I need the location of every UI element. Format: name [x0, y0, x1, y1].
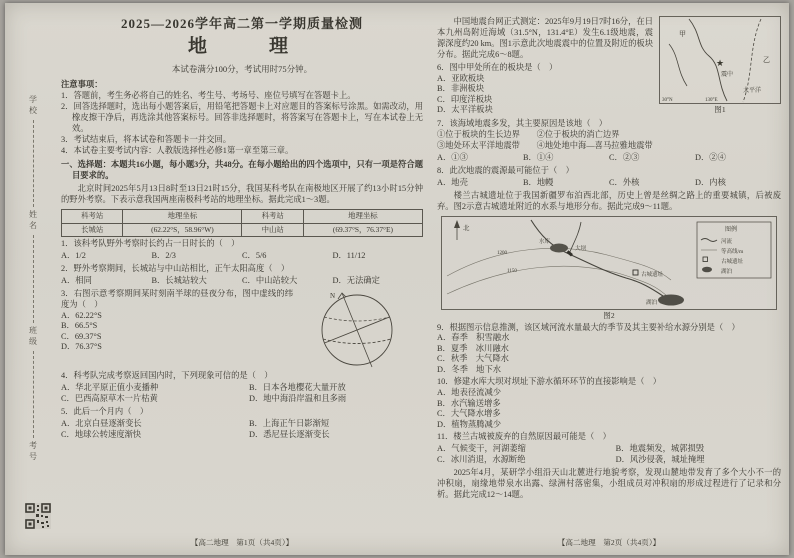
table-header-cell: 地理坐标 — [123, 209, 242, 223]
epicenter-label: 震中 — [721, 72, 734, 78]
question-stem: 3．右图示意考察期间某时刻南半球的昼夜分布，图中虚线的纬度为（ ） — [61, 289, 293, 309]
table-cell: (69.37°S，76.37°E) — [303, 223, 422, 237]
rail-label-class: 班级 — [28, 325, 38, 348]
option: B．①④ — [523, 152, 554, 162]
option: A．华北平原正值小麦播种 — [61, 382, 159, 392]
exam-subject: 地 理 — [187, 36, 296, 58]
option: D．悉尼昼长逐渐变长 — [248, 429, 330, 439]
option: A．相同 — [61, 276, 92, 286]
notice-heading: 注意事项： — [61, 80, 103, 90]
station-coordinate-table — [61, 209, 423, 238]
option: B．日本各地樱花大量开放 — [248, 382, 346, 392]
legend-item-label: 古城遗址 — [721, 258, 744, 265]
dam-label: 大坝 — [575, 245, 587, 252]
option-row — [61, 276, 423, 287]
ruins-label: 古城遗址 — [641, 271, 664, 278]
option: A．1/2 — [61, 251, 86, 261]
option: D．无法确定 — [332, 276, 380, 286]
passage-2: 中国地震台网正式测定：2025年9月19日7时16分，在日本九州岛附近海域（31.5°N，131.4°E）发生6.1级地震，震源深度约20 km。图1示意此次地震震中的位置及附近的板块分布。据此完成6～8题。 — [437, 17, 653, 59]
option: D．76.37°S — [61, 342, 102, 352]
table-row — [62, 223, 423, 237]
plate-label-yi: 乙 — [763, 56, 770, 64]
question-stem: 11．楼兰古城被废弃的自然原因最可能是（ ） — [437, 432, 611, 442]
earthquake-map-figure — [659, 16, 781, 115]
option: C．地球公转速度渐快 — [61, 429, 142, 439]
question-item: ①位于板块的生长边界 ②位于板块的消亡边界 — [437, 129, 620, 139]
option: B．夏季 冰川融水 — [437, 343, 509, 353]
option: D．内核 — [695, 177, 726, 187]
earthquake-map — [659, 16, 781, 104]
question-stem: 2．野外考察期间，长城站与中山站相比，正午太阳高度（ ） — [61, 264, 290, 274]
option-row — [61, 251, 423, 262]
option: D．植物蒸腾减少 — [437, 419, 502, 429]
option: A．亚欧板块 — [437, 73, 485, 83]
qr-code — [25, 503, 51, 529]
option: A．地表径流减少 — [437, 388, 502, 398]
globe-north-label: N — [330, 292, 336, 301]
option: C．中山站较大 — [242, 276, 298, 286]
passage-3: 楼兰古城遗址位于我国新疆罗布泊西北部，历史上曾是丝绸之路上的重要城镇，后被废弃。图2示意古城遗址附近的水系与地形分布。据此完成9～11题。 — [437, 190, 781, 211]
option: A．地壳 — [437, 177, 468, 187]
table-cell: 长城站 — [62, 223, 123, 237]
option-grid — [61, 419, 423, 441]
option: C．5/6 — [242, 251, 267, 261]
question-stem: 5．此后一个月内（ ） — [61, 406, 149, 416]
notice-item: 2．回答选择题时，选出每小题答案后，用铅笔把答题卡上对应题目的答案标号涂黑。如需改动，用橡皮擦干净后，再选涂其他答案标号。回答非选择题时，将答案写在答题卡上，写在本试卷上无效。 — [61, 102, 423, 134]
option: B．地震频发，城郭损毁 — [615, 443, 705, 453]
table-header-row — [62, 209, 423, 223]
question-stem: 6．图中甲处所在的板块是（ ） — [437, 62, 558, 72]
option: D．太平洋板块 — [437, 105, 493, 115]
reservoir-label: 水库 — [539, 238, 551, 245]
question-stem: 9．根据图示信息推测，该区域河流水量最大的季节及其主要补给水源分别是（ ） — [437, 322, 740, 332]
rail-label-name: 姓名 — [28, 210, 38, 233]
question-1 — [61, 239, 423, 262]
option: A．气候变干，河湖萎缩 — [437, 443, 526, 453]
latitude-label: 30°N — [662, 98, 673, 103]
north-label: 北 — [463, 224, 470, 232]
exam-info: 本试卷满分100分，考试用时75分钟。 — [171, 64, 313, 75]
question-4 — [61, 371, 423, 405]
question-5 — [61, 407, 423, 441]
option: B．2/3 — [151, 251, 176, 261]
question-9 — [437, 323, 781, 376]
relief-map-figure — [437, 216, 781, 321]
lake-label: 湖泊 — [646, 299, 658, 306]
question-3 — [61, 289, 423, 369]
page-footer-right: 【高二地理 第2页（共4页）】 — [557, 538, 661, 547]
option: C．巴西高原草木一片枯黄 — [61, 393, 158, 403]
question-7 — [437, 119, 781, 164]
contour-label: 1200 — [497, 250, 507, 256]
binding-dash — [33, 351, 34, 438]
option: C．外核 — [609, 177, 640, 187]
relief-map — [441, 216, 777, 310]
page-footer-left: 【高二地理 第1页（共4页）】 — [190, 538, 294, 547]
option: C．大气降水增多 — [437, 409, 501, 419]
contour-label: 1150 — [507, 268, 517, 274]
option: B．长城站较大 — [151, 276, 207, 286]
table-cell: (62.22°S，58.96°W) — [123, 223, 242, 237]
plate-label-jia: 甲 — [679, 30, 686, 38]
option: D．地中海沿岸温和且多雨 — [248, 393, 347, 403]
option: B．水汽输送增多 — [437, 398, 501, 408]
option: D．风沙侵袭，城址掩埋 — [615, 454, 705, 464]
binding-rail — [23, 95, 43, 463]
rail-label-id: 考号 — [28, 440, 38, 463]
option-stack — [437, 388, 781, 430]
longitude-label: 130°E — [705, 98, 718, 103]
option: D．②④ — [695, 152, 726, 162]
question-stem: 4．科考队完成考察返回国内时，下列现象可信的是（ ） — [61, 371, 273, 381]
option: C．印度洋板块 — [437, 94, 493, 104]
notice-item: 4．本试卷主要考试内容：人教版选择性必修1第一章至第三章。 — [61, 146, 294, 156]
question-8 — [437, 166, 781, 189]
passage-4: 2025年4月，某研学小组沿天山北麓进行地貌考察，发现山麓地带发育了多个大小不一的冲积扇，扇缘地带泉水出露、绿洲村落密集，小组成员对冲积扇的形成过程进行了记录和分析。据此完成12～14题。 — [437, 467, 781, 499]
table-header-cell: 科考站 — [242, 209, 303, 223]
question-11 — [437, 432, 781, 466]
option: C．②③ — [609, 152, 640, 162]
option: A．春季 积雪融水 — [437, 333, 510, 343]
option-grid — [61, 383, 423, 405]
question-stem: 10．修建水库大坝对坝址下游水循环环节的直接影响是（ ） — [437, 377, 662, 387]
globe-daylight-diagram — [297, 289, 415, 369]
option: C．秋季 大气降水 — [437, 354, 509, 364]
option: A．62.22°S — [61, 310, 102, 320]
question-stem: 7．该海域地震多发，其主要原因是该地（ ） — [437, 119, 608, 129]
option: D．冬季 地下水 — [437, 364, 502, 374]
legend-item-label: 湖泊 — [721, 268, 733, 275]
right-column — [437, 15, 781, 501]
table-header-cell: 地理坐标 — [303, 209, 422, 223]
legend-title: 图例 — [725, 226, 738, 233]
question-10 — [437, 377, 781, 430]
option-row — [437, 153, 781, 164]
ocean-label: 太平洋 — [743, 88, 762, 94]
table-header-cell: 科考站 — [62, 209, 123, 223]
rail-label-school: 学校 — [28, 95, 38, 117]
question-stem: 1．该科考队野外考察时长约占一日时长的（ ） — [61, 239, 240, 249]
table-cell: 中山站 — [242, 223, 303, 237]
left-column — [61, 15, 423, 441]
binding-dash — [33, 120, 34, 207]
question-2 — [61, 264, 423, 287]
legend-item-label: 河流 — [721, 238, 733, 245]
binding-dash — [33, 235, 34, 322]
option: B．上海正午日影渐短 — [248, 418, 330, 428]
question-item: ③地处环太平洋地震带 ④地处地中海—喜马拉雅地震带 — [437, 140, 653, 150]
option: D．11/12 — [332, 251, 366, 261]
notice-item: 3．考试结束后，将本试卷和答题卡一并交回。 — [61, 135, 232, 145]
passage-1: 北京时间2025年5月13日8时至13日21时15分，我国某科考队在南极地区开展了约13小时15分钟的野外考察。下表示意我国两座南极科考站的地理坐标。据此完成1～3题。 — [61, 183, 423, 204]
question-stem: 8．此次地震的震源最可能位于（ ） — [437, 165, 574, 175]
option: A．①③ — [437, 152, 468, 162]
paper-sheet — [5, 3, 789, 555]
option-stack — [437, 333, 781, 375]
earthquake-block — [437, 15, 781, 117]
option: C．冰川消退，水源断绝 — [437, 454, 526, 464]
option: B．地幔 — [523, 177, 554, 187]
option: C．69.37°S — [61, 331, 102, 341]
figure-caption: 图1 — [714, 105, 726, 114]
option: B．非洲板块 — [437, 84, 485, 94]
option-row — [437, 178, 781, 189]
exam-title: 2025—2026学年高二第一学期质量检测 — [120, 16, 363, 31]
option: A．北京白昼逐渐变长 — [61, 418, 142, 428]
figure-caption: 图2 — [603, 310, 615, 320]
section-heading: 一、选择题：本题共16小题，每小题3分，共48分。在每小题给出的四个选项中，只有一项是符合题目要求的。 — [61, 160, 423, 180]
legend-item-label: 等高线/m — [721, 248, 744, 255]
notice-item: 1．答题前，考生务必将自己的姓名、考生号、考场号、座位号填写在答题卡上。 — [61, 91, 356, 101]
option: B．66.5°S — [61, 321, 98, 331]
option-grid — [437, 444, 781, 466]
epicenter-star-icon: ★ — [716, 58, 725, 68]
